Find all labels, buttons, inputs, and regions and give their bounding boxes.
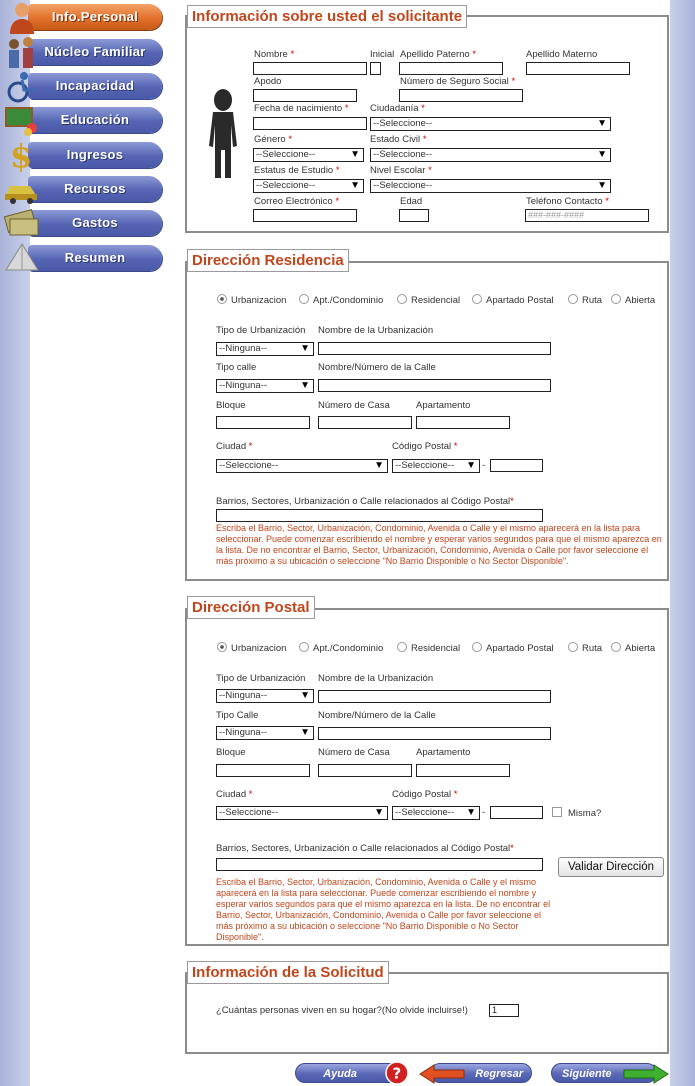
res-codigo-postal-select[interactable]: --Seleccione-- ▼	[392, 459, 480, 473]
nav-info-personal[interactable]: Info.Personal	[28, 4, 162, 30]
nav-recursos[interactable]: Recursos	[28, 176, 162, 202]
nav-incapacidad[interactable]: Incapacidad	[28, 73, 162, 99]
dollar-icon	[2, 137, 42, 173]
res-radio-residencial[interactable]: Residencial	[397, 294, 460, 306]
help-icon	[385, 1061, 409, 1085]
res-codigo-ext-input[interactable]	[490, 459, 543, 472]
res-radio-ruta[interactable]: Ruta	[568, 294, 602, 306]
misma-checkbox[interactable]	[552, 807, 562, 817]
post-radio-residencial[interactable]: Residencial	[397, 642, 460, 654]
genero-select[interactable]: --Seleccione-- ▼	[253, 148, 364, 162]
post-numero-casa-input[interactable]	[318, 764, 412, 777]
res-barrios-input[interactable]	[216, 509, 543, 522]
res-nombre-calle-input[interactable]	[318, 379, 551, 392]
applicant-legend: Información sobre usted el solicitante	[187, 5, 467, 28]
post-radio-ruta[interactable]: Ruta	[568, 642, 602, 654]
summary-icon	[2, 240, 42, 276]
inicial-input[interactable]	[370, 62, 381, 75]
post-barrios-note: Escriba el Barrio, Sector, Urbanización, Condominio, Avenida o Calle y el mismo aparecerá en la lista para seleccionar. Puede comenzar escribiendo el nombre y esperar varios segundos para que el mismo aparezca en la lista. De no encontrar el Barrio, Sector, Urbanización, Condominio, Avenida o Calle por favor seleccione el más próximo a su ubicación o seleccione "No Barrio Disponible o No Sector Disponible".	[216, 877, 551, 942]
apodo-input[interactable]	[253, 89, 357, 102]
res-apartamento-input[interactable]	[416, 416, 510, 429]
post-barrios-input[interactable]	[216, 858, 543, 871]
car-icon	[2, 171, 42, 207]
res-tipo-urb-select[interactable]: --Ninguna-- ▼	[216, 342, 314, 356]
post-tipo-calle-select[interactable]: --Ninguna-- ▼	[216, 726, 314, 740]
validar-direccion-button[interactable]: Validar Dirección	[558, 857, 664, 877]
res-nombre-urb-input[interactable]	[318, 342, 551, 355]
back-arrow-icon	[418, 1064, 466, 1084]
res-tipo-calle-select[interactable]: --Ninguna-- ▼	[216, 379, 314, 393]
res-ciudad-select[interactable]: --Seleccione-- ▼	[216, 459, 388, 473]
personas-input[interactable]: 1	[489, 1004, 519, 1017]
res-radio-apt[interactable]: Apt./Condominio	[299, 294, 383, 306]
residencia-legend: Dirección Residencia	[187, 249, 349, 272]
nombre-input[interactable]	[253, 62, 367, 75]
res-barrios-note: Escriba el Barrio, Sector, Urbanización, Condominio, Avenida o Calle y el mismo aparecerá en la lista para seleccionar. Puede comenzar escribiendo el nombre y esperar varios segundos para que el mismo aparezca en la lista. De no encontrar el Barrio, Sector, Urbanización, Condominio, Avenida o Calle por favor seleccione el más próximo a su ubicación o seleccione "No Barrio Disponible o No Sector Disponible".	[216, 523, 662, 566]
nivel-escolar-select[interactable]: --Seleccione-- ▼	[370, 179, 611, 193]
post-radio-apt[interactable]: Apt./Condominio	[299, 642, 383, 654]
avatar-icon	[205, 88, 241, 180]
post-radio-apartado[interactable]: Apartado Postal	[472, 642, 554, 654]
postal-legend: Dirección Postal	[187, 596, 315, 619]
post-apartamento-input[interactable]	[416, 764, 510, 777]
edad-input[interactable]	[399, 209, 429, 222]
svg-text:?: ?	[392, 1064, 402, 1083]
nav-gastos[interactable]: Gastos	[28, 210, 162, 236]
apellido-paterno-input[interactable]	[399, 62, 503, 75]
res-bloque-input[interactable]	[216, 416, 310, 429]
nav-resumen[interactable]: Resumen	[28, 245, 162, 271]
post-radio-abierta[interactable]: Abierta	[611, 642, 655, 654]
apellido-materno-input[interactable]	[526, 62, 630, 75]
personas-question: ¿Cuántas personas viven en su hogar?(No olvide incluirse!)	[216, 1005, 468, 1016]
siguiente-button[interactable]: Siguiente	[551, 1063, 657, 1083]
nav-ingresos[interactable]: Ingresos	[28, 142, 162, 168]
svg-text:$: $	[10, 137, 33, 173]
post-nombre-calle-input[interactable]	[318, 727, 551, 740]
ssn-input[interactable]	[399, 89, 523, 102]
wheelchair-icon	[2, 68, 42, 104]
post-bloque-input[interactable]	[216, 764, 310, 777]
next-arrow-icon	[622, 1064, 670, 1084]
post-ciudad-select[interactable]: --Seleccione-- ▼	[216, 806, 388, 820]
solicitud-legend: Información de la Solicitud	[187, 961, 389, 984]
res-radio-apartado[interactable]: Apartado Postal	[472, 294, 554, 306]
money-icon	[2, 205, 42, 241]
post-nombre-urb-input[interactable]	[318, 690, 551, 703]
education-icon	[2, 102, 42, 138]
nav-nucleo-familiar[interactable]: Núcleo Familiar	[28, 39, 162, 65]
right-border	[670, 0, 695, 1086]
post-codigo-postal-select[interactable]: --Seleccione-- ▼	[392, 806, 480, 820]
res-radio-abierta[interactable]: Abierta	[611, 294, 655, 306]
post-tipo-urb-select[interactable]: --Ninguna-- ▼	[216, 689, 314, 703]
post-codigo-ext-input[interactable]	[490, 806, 543, 819]
estado-civil-select[interactable]: --Seleccione-- ▼	[370, 148, 611, 162]
ciudadania-select[interactable]: --Seleccione-- ▼	[370, 117, 611, 131]
post-radio-urbanizacion[interactable]: Urbanizacion	[217, 642, 286, 654]
fecha-nacimiento-input[interactable]	[253, 117, 367, 130]
person-icon	[2, 0, 42, 36]
correo-input[interactable]	[253, 209, 357, 222]
family-icon	[2, 34, 42, 70]
telefono-input[interactable]: ###-###-####	[525, 209, 649, 222]
res-numero-casa-input[interactable]	[318, 416, 412, 429]
ayuda-button[interactable]: Ayuda	[295, 1063, 407, 1083]
res-radio-urbanizacion[interactable]: Urbanizacion	[217, 294, 286, 306]
nav-educacion[interactable]: Educación	[28, 107, 162, 133]
estatus-estudio-select[interactable]: --Seleccione-- ▼	[253, 179, 364, 193]
regresar-button[interactable]: Regresar	[430, 1063, 532, 1083]
